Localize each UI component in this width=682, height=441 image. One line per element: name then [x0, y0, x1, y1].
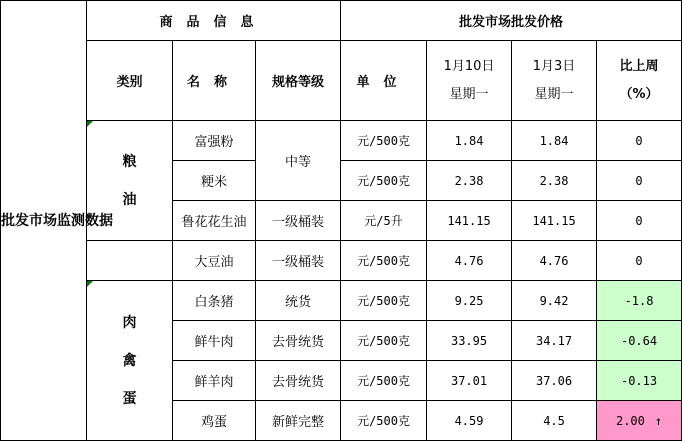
table-row [1, 121, 682, 161]
cell-name: 富强粉 [173, 121, 256, 161]
cell-unit: 元/500克 [341, 161, 427, 201]
cell-price1: 4.59 [427, 401, 512, 441]
col-header-date1 [427, 41, 512, 121]
change-value: 2.00 [615, 413, 645, 428]
table-row [1, 241, 682, 281]
col-header-unit: 单位 [341, 41, 427, 121]
cell-price2: 1.84 [512, 121, 597, 161]
category-meat-egg [87, 281, 173, 441]
cell-price1: 1.84 [427, 121, 512, 161]
cell-unit: 元/5升 [341, 201, 427, 241]
cell-change: 0 [597, 201, 682, 241]
date1-label: 1月10日 [443, 58, 495, 74]
cell-spec: 统货 [256, 281, 341, 321]
header-row-2 [1, 41, 682, 121]
cell-name: 鲜羊肉 [173, 361, 256, 401]
category-grain-oil [87, 121, 173, 241]
category-char: 粮 [122, 153, 137, 170]
cell-price2: 141.15 [512, 201, 597, 241]
category-char: 油 [122, 191, 137, 208]
cell-unit: 元/500克 [341, 361, 427, 401]
cell-name: 鸡蛋 [173, 401, 256, 441]
cell-unit: 元/500克 [341, 401, 427, 441]
up-arrow-icon: ↑ [654, 413, 663, 428]
col-header-change [597, 41, 682, 121]
cell-change-decrease: -0.64 [597, 321, 682, 361]
col-header-spec: 规格等级 [256, 41, 341, 121]
row-header-monitoring-data: 批发市场监测数据 [1, 1, 87, 441]
cell-price1: 37.01 [427, 361, 512, 401]
cell-change-increase [597, 401, 682, 441]
header-row-1 [1, 1, 682, 41]
cell-name: 鲜牛肉 [173, 321, 256, 361]
category-blank [87, 241, 173, 281]
category-char: 蛋 [122, 390, 137, 407]
col-header-date2 [512, 41, 597, 121]
cell-unit: 元/500克 [341, 281, 427, 321]
change-unit-label: （%） [619, 86, 659, 102]
cell-price1: 33.95 [427, 321, 512, 361]
cell-price1: 141.15 [427, 201, 512, 241]
weekday1-label: 星期一 [449, 86, 489, 102]
cell-price2: 4.76 [512, 241, 597, 281]
weekday2-label: 星期一 [534, 86, 574, 102]
cell-change: 0 [597, 241, 682, 281]
cell-price2: 4.5 [512, 401, 597, 441]
cell-change: 0 [597, 161, 682, 201]
cell-unit: 元/500克 [341, 321, 427, 361]
category-char: 肉 [122, 314, 137, 331]
cell-price2: 34.17 [512, 321, 597, 361]
cell-spec: 一级桶装 [256, 241, 341, 281]
header-product-info: 商品信息 [87, 1, 341, 41]
cell-price2: 9.42 [512, 281, 597, 321]
cell-price1: 9.25 [427, 281, 512, 321]
cell-spec: 一级桶装 [256, 201, 341, 241]
cell-spec: 新鲜完整 [256, 401, 341, 441]
cell-unit: 元/500克 [341, 121, 427, 161]
change-label: 比上周 [619, 58, 659, 74]
cell-spec: 去骨统货 [256, 361, 341, 401]
cell-name: 鲁花花生油 [173, 201, 256, 241]
cell-name: 白条猪 [173, 281, 256, 321]
cell-name: 大豆油 [173, 241, 256, 281]
cell-spec: 去骨统货 [256, 321, 341, 361]
cell-name: 粳米 [173, 161, 256, 201]
cell-unit: 元/500克 [341, 241, 427, 281]
table-row [1, 281, 682, 321]
cell-change-decrease: -0.13 [597, 361, 682, 401]
category-char: 禽 [122, 352, 137, 369]
cell-change: 0 [597, 121, 682, 161]
cell-change-decrease: -1.8 [597, 281, 682, 321]
cell-price1: 2.38 [427, 161, 512, 201]
date2-label: 1月3日 [532, 58, 576, 74]
cell-price1: 4.76 [427, 241, 512, 281]
col-header-name: 名称 [173, 41, 256, 121]
header-wholesale-price: 批发市场批发价格 [341, 1, 682, 41]
col-header-category: 类别 [87, 41, 173, 121]
cell-price2: 37.06 [512, 361, 597, 401]
cell-spec: 中等 [256, 121, 341, 201]
cell-price2: 2.38 [512, 161, 597, 201]
